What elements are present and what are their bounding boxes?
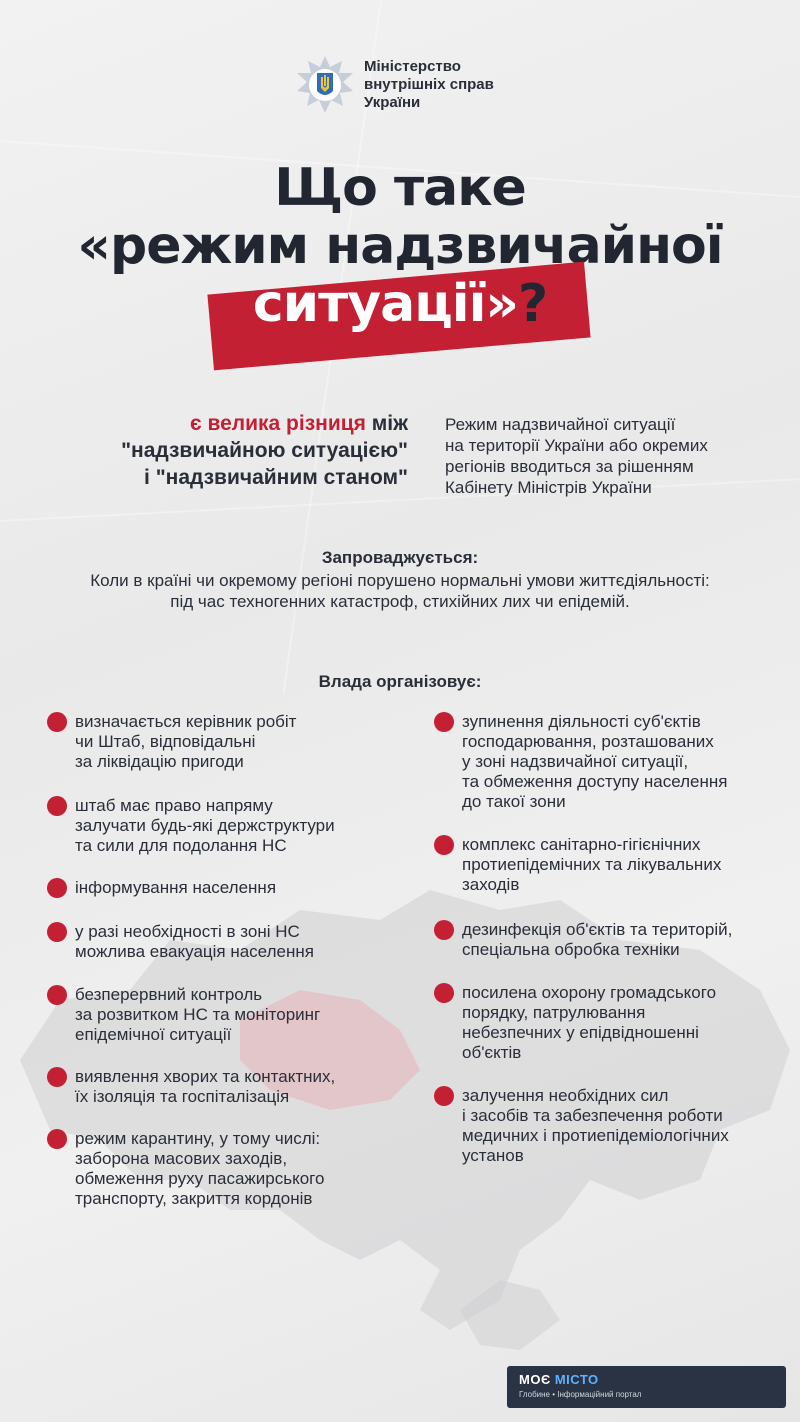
regime-description [445,414,795,498]
bullet-dot-icon [47,796,67,816]
list-item [75,796,335,856]
introduced-text [0,570,800,612]
regime-line-4: Кабінету Міністрів України [445,478,652,497]
regime-line-3: регіонів вводиться за рішенням [445,457,694,476]
bullet-dot-icon [434,920,454,940]
ministry-line-1: Міністерство [364,58,461,75]
ministry-name [364,58,494,112]
title-line-3 [0,274,800,334]
list-item-text: визначається керівник робіт чи Штаб, відповідальні за ліквідацію пригоди [75,712,297,771]
title-question-mark: ? [518,274,548,334]
list-item-text: у разі необхідності в зоні НС можлива евакуація населення [75,922,314,961]
bullet-dot-icon [47,712,67,732]
list-item [462,835,721,895]
list-item-text: інформування населення [75,878,277,897]
list-item [75,985,320,1045]
bullet-dot-icon [434,835,454,855]
portal-badge[interactable] [507,1366,786,1408]
introduced-line-2: під час техногенних катастроф, стихійних лих чи епідемій. [170,592,630,611]
list-item-text: дезинфекція об'єктів та територій, спеціальна обробка техніки [462,920,733,959]
title-line-2: «режим надзвичайної [77,216,723,276]
ministry-line-2: внутрішніх справ [364,76,494,93]
list-item [75,712,296,772]
list-item [462,712,727,812]
bullet-dot-icon [434,1086,454,1106]
list-item-text: штаб має право напряму залучати будь-які держструктури та сили для подолання НС [75,796,335,855]
difference-line-2: "надзвичайною ситуацією" [121,439,408,462]
portal-badge-title [519,1372,599,1387]
difference-connector: між [365,412,408,435]
bullet-dot-icon [47,985,67,1005]
bullet-dot-icon [47,1129,67,1149]
list-item [462,983,716,1063]
list-item [462,1086,729,1166]
title-line-1: Що таке [274,158,526,218]
list-item-text: комплекс санітарно-гігієнічних протиепідемічних та лікувальних заходів [462,835,722,894]
ministry-line-3: України [364,94,421,111]
trident-emblem-icon [295,55,355,115]
bullet-dot-icon [47,1067,67,1087]
list-item-text: посилена охорону громадського порядку, патрулювання небезпечних у епідвідношенні об'єктів [462,983,717,1062]
difference-statement [8,410,408,491]
portal-badge-subtitle: Глобине • Інформаційний портал [519,1390,642,1399]
regime-line-1: Режим надзвичайної ситуації [445,415,676,434]
bullet-dot-icon [434,712,454,732]
authorities-heading: Влада організовує: [318,672,482,691]
list-item [75,922,314,962]
difference-red-text: є велика різниця [190,412,366,435]
introduced-heading: Запроваджується: [321,548,479,567]
list-item [75,1067,335,1107]
list-item-text: залучення необхідних сил і засобів та забезпечення роботи медичних і протиепідеміологічних установ [462,1086,729,1165]
list-item-text: режим карантину, у тому числі: заборона масових заходів, обмеження руху пасажирського транспорту, закриття кордонів [75,1129,325,1208]
bullet-dot-icon [434,983,454,1003]
bullet-dot-icon [47,878,67,898]
list-item-text: зупинення діяльності суб'єктів господарювання, розташованих у зоні надзвичайної ситуації, та обмеження доступу населення до такої зони [462,712,728,811]
portal-badge-title-b: МІСТО [554,1372,599,1387]
list-item [462,920,732,960]
list-item-text: виявлення хворих та контактних, їх ізоляція та госпіталізація [75,1067,336,1106]
list-item [75,878,276,898]
introduced-line-1: Коли в країні чи окремому регіоні порушено нормальні умови життєдіяльності: [90,571,710,590]
bullet-dot-icon [47,922,67,942]
list-item-text: безперервний контроль за розвитком НС та моніторинг епідемічної ситуації [75,985,321,1044]
portal-badge-title-a: МОЄ [519,1372,551,1387]
title-highlight-word: ситуації» [252,274,518,334]
regime-line-2: на території України або окремих [445,436,708,455]
list-item [75,1129,324,1209]
difference-line-3: і "надзвичайним станом" [144,466,408,489]
